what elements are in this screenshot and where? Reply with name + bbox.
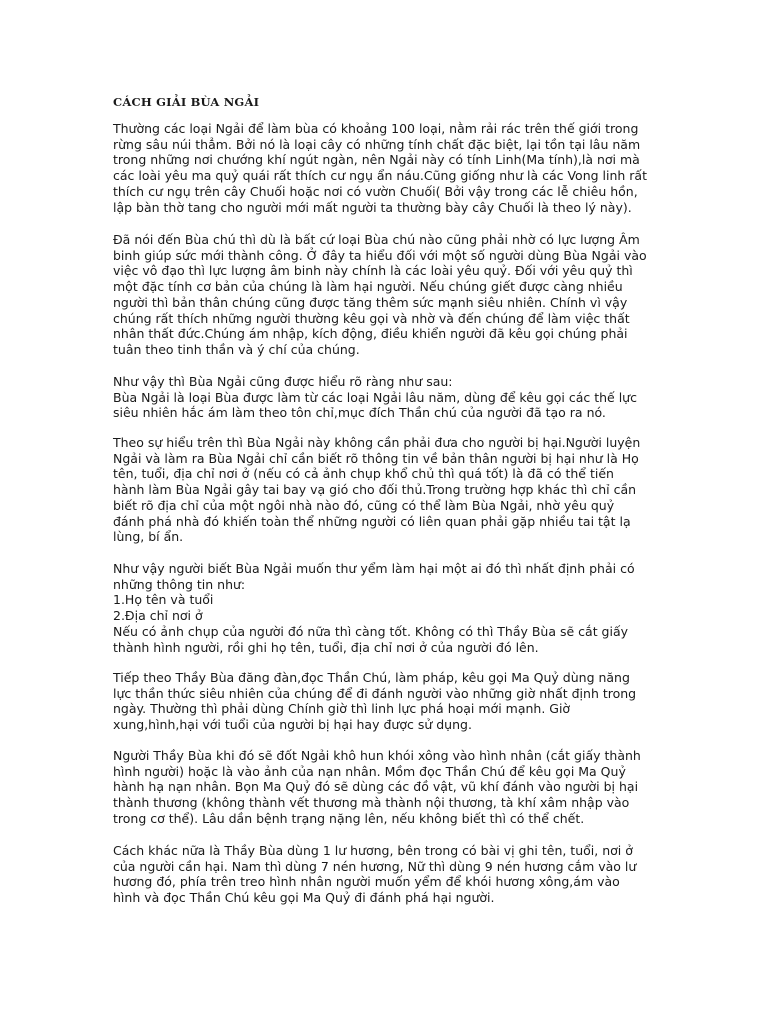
text-line: việc vô đạo thì lực lượng âm binh này chính là các loài yêu quỷ. Đối với yêu quỷ thì xyxy=(113,263,633,279)
paragraph-7 xyxy=(113,748,673,827)
text-line: rừng sâu núi thẳm. Bởi nó là loại cây có những tính chất đặc biệt, lại tồn tại lâu năm xyxy=(113,136,641,152)
text-line: ngày. Thường thì phải dùng Chính giờ thì linh lực phá hoại mới mạnh. Giờ xyxy=(113,701,571,717)
text-line: trong cơ thể). Lâu dần bệnh trạng nặng lên, nếu không biết thì có thể chết. xyxy=(113,810,585,826)
paragraph-4 xyxy=(113,435,673,545)
text-line: lực thần thức siêu nhiên của chúng để đi đánh người vào những giờ nhất định trong xyxy=(113,685,637,701)
text-line: Như vậy thì Bùa Ngải cũng được hiểu rõ ràng như sau: xyxy=(113,374,453,389)
paragraph-6 xyxy=(113,670,673,733)
text-line: một đặc tính cơ bản của chúng là làm hại người. Nếu chúng giết được càng nhiều xyxy=(113,279,623,295)
text-line: Bùa Ngải là loại Bùa được làm từ các loại Ngải lâu năm, dùng để kêu gọi các thế lực xyxy=(113,389,637,405)
text-line: thành hình người, rồi ghi họ tên, tuổi, địa chỉ nơi ở của người đó lên. xyxy=(113,639,539,655)
text-line: biết rõ địa chỉ của một ngôi nhà nào đó, cũng có thể làm Bùa Ngải, nhờ yêu quỷ xyxy=(113,497,615,513)
text-line: chúng rất thích những người thường kêu gọi và nhờ và đến chúng để làm việc thất xyxy=(113,310,630,326)
text-line: Nếu có ảnh chụp của người đó nữa thì càng tốt. Không có thì Thầy Bùa sẽ cắt giấy xyxy=(113,623,629,639)
text-line: siêu nhiên hắc ám làm theo tôn chỉ,mục đích Thần chú của người đã tạo ra nó. xyxy=(113,405,606,421)
paragraph-5 xyxy=(113,561,673,655)
document-title: CÁCH GIẢI BÙA NGẢI xyxy=(113,95,260,109)
paragraph-3 xyxy=(113,374,673,421)
text-line: của người cần hại. Nam thì dùng 7 nén hương, Nữ thì dùng 9 nén hương cắm vào lư xyxy=(113,858,637,874)
text-line: Ngải và làm ra Bùa Ngải chỉ cần biết rõ thông tin về bản thân người bị hại như là Họ xyxy=(113,450,639,466)
text-line: lập bàn thờ tang cho người mới mất người ta thường bày cây Chuối là theo lý này). xyxy=(113,199,632,215)
text-line: tuân theo tinh thần và ý chí của chúng. xyxy=(113,341,360,357)
text-line: những thông tin như: xyxy=(113,576,246,592)
text-line: Theo sự hiểu trên thì Bùa Ngải này không cần phải đưa cho người bị hại.Người luyện xyxy=(113,435,641,450)
text-line: các loài yêu ma quỷ quái rất thích cư ngụ ẩn náu.Cũng giống như là các Vong linh rất xyxy=(113,168,647,184)
text-line: Cách khác nữa là Thầy Bùa dùng 1 lư hương, bên trong có bài vị ghi tên, tuổi, nơi ở xyxy=(113,843,633,858)
paragraph-1 xyxy=(113,121,673,215)
text-line: 1.Họ tên và tuổi xyxy=(113,592,214,608)
text-line: hành làm Bùa Ngải gây tai bay vạ gió cho đối thủ.Trong trường hợp khác thì chỉ cần xyxy=(113,482,637,498)
text-line: Như vậy người biết Bùa Ngải muốn thư yểm làm hại một ai đó thì nhất định phải có xyxy=(113,561,635,576)
text-line: người thì bản thân chúng cũng được tăng thêm sức mạnh siêu nhiên. Chính vì vậy xyxy=(113,294,628,310)
paragraph-8 xyxy=(113,843,673,906)
text-line: 2.Địa chỉ nơi ở xyxy=(113,608,203,624)
text-line: tên, tuổi, địa chỉ nơi ở (nếu có cả ảnh chụp khổ chủ thì quá tốt) là đã có thể tiến xyxy=(113,466,614,482)
text-line: trong những nơi chướng khí ngút ngàn, nên Ngải này có tính Linh(Ma tính),là nơi mà xyxy=(113,152,640,168)
text-line: Thường các loại Ngải để làm bùa có khoảng 100 loại, nằm rải rác trên thế giới trong xyxy=(113,121,639,136)
text-line: xung,hình,hại với tuổi của người bị hại hay được sử dụng. xyxy=(113,717,472,733)
text-line: thành thương (không thành vết thương mà thành nội thương, tà khí xâm nhập vào xyxy=(113,795,630,811)
text-line: hành hạ nạn nhân. Bọn Ma Quỷ đó sẽ dùng các đồ vật, vũ khí đánh vào người bị hại xyxy=(113,779,639,795)
text-line: lùng, bí ẩn. xyxy=(113,529,184,545)
text-line: hình người) hoặc là vào ảnh của nạn nhân. Mồm đọc Thần Chú để kêu gọi Ma Quỷ xyxy=(113,763,626,779)
text-line: Người Thầy Bùa khi đó sẽ đốt Ngải khô hun khói xông vào hình nhân (cắt giấy thành xyxy=(113,748,641,763)
text-line: thích cư ngụ trên cây Chuối hoặc nơi có vườn Chuối( Bởi vậy trong các lễ chiêu hồn, xyxy=(113,183,638,199)
text-line: Đã nói đến Bùa chú thì dù là bất cứ loại Bùa chú nào cũng phải nhờ có lực lượng Âm xyxy=(113,232,640,247)
text-line: Tiếp theo Thầy Bùa đăng đàn,đọc Thần Chú, làm pháp, kêu gọi Ma Quỷ dùng năng xyxy=(113,670,630,685)
text-line: hình và đọc Thần Chú kêu gọi Ma Quỷ đi đánh phá hại người. xyxy=(113,890,495,906)
text-line: nhân thất đức.Chúng ám nhập, kích động, điều khiển người đã kêu gọi chúng phải xyxy=(113,326,628,342)
text-line: hương đó, phía trên treo hình nhân người muốn yểm để khói hương xông,ám vào xyxy=(113,874,620,890)
paragraph-2 xyxy=(113,232,673,358)
text-line: binh giúp sức mới thành công. Ở đây ta hiểu đối với một số người dùng Bùa Ngải vào xyxy=(113,247,647,263)
text-line: đánh phá nhà đó khiến toàn thể những người có liên quan phải gặp nhiều tai tật lạ xyxy=(113,513,631,529)
